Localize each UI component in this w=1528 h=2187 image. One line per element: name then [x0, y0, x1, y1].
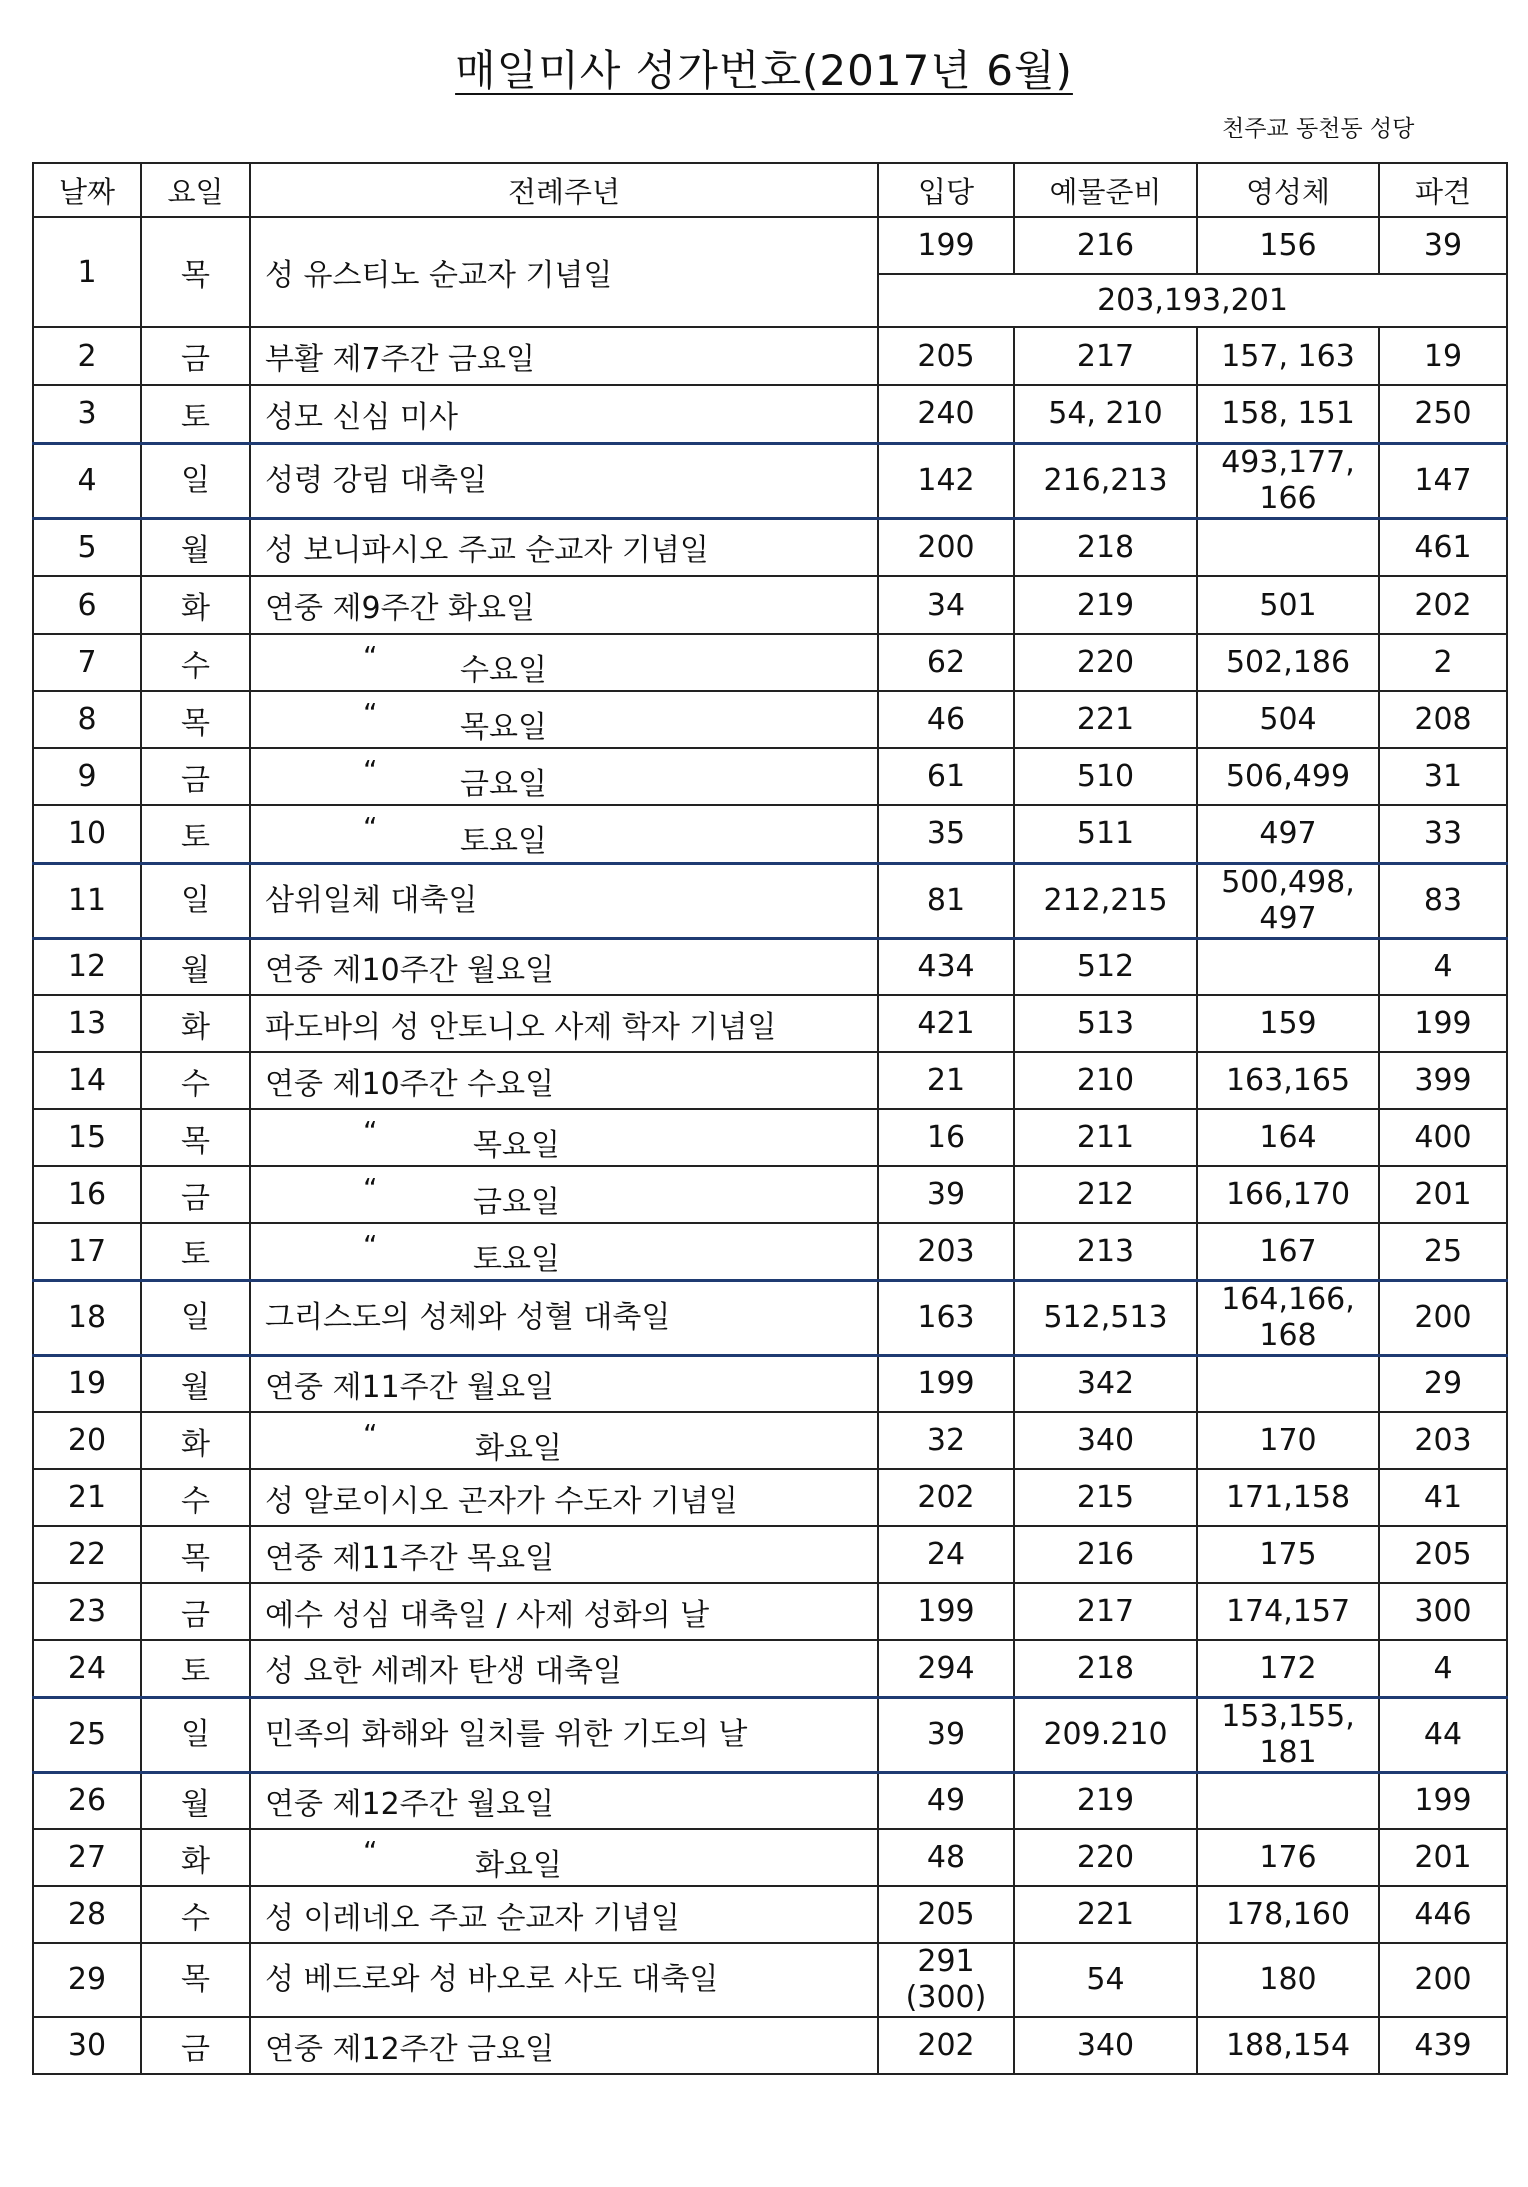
date-cell: 2 — [33, 327, 141, 385]
date-cell: 26 — [33, 1772, 141, 1829]
ditto-mark: “ — [363, 697, 378, 730]
date-cell: 28 — [33, 1886, 141, 1943]
day-cell: 월 — [141, 1355, 250, 1412]
dismissal-cell: 439 — [1379, 2017, 1507, 2074]
table-row — [33, 443, 1507, 518]
feast-ditto-group — [265, 750, 877, 803]
feast-weekday-label: 목요일 — [473, 1128, 560, 1163]
feast-ditto-group — [265, 1414, 877, 1467]
communion-cell: 504 — [1197, 691, 1379, 748]
entrance-cell: 163 — [878, 1280, 1014, 1355]
offertory-cell: 219 — [1014, 576, 1197, 634]
entrance-cell: 24 — [878, 1526, 1014, 1583]
dismissal-cell: 33 — [1379, 805, 1507, 863]
dismissal-cell: 4 — [1379, 1640, 1507, 1697]
day-cell: 목 — [141, 1526, 250, 1583]
day-cell: 화 — [141, 576, 250, 634]
communion-cell: 172 — [1197, 1640, 1379, 1697]
table-row — [33, 1052, 1507, 1109]
day-cell: 화 — [141, 995, 250, 1052]
dismissal-cell: 147 — [1379, 443, 1507, 518]
day-cell: 토 — [141, 1223, 250, 1280]
offertory-cell: 211 — [1014, 1109, 1197, 1166]
table-row — [33, 1355, 1507, 1412]
entrance-cell: 142 — [878, 443, 1014, 518]
date-cell: 30 — [33, 2017, 141, 2074]
table-row — [33, 1772, 1507, 1829]
day-cell: 일 — [141, 443, 250, 518]
communion-cell: 500,498, 497 — [1197, 863, 1379, 938]
dismissal-cell: 4 — [1379, 938, 1507, 995]
parish-name: 천주교 동천동 성당 — [1222, 116, 1415, 142]
communion-cell: 171,158 — [1197, 1469, 1379, 1526]
feast-weekday-label: 화요일 — [475, 1431, 562, 1466]
feast-ditto-group — [265, 636, 877, 689]
date-cell: 11 — [33, 863, 141, 938]
offertory-cell: 209.210 — [1014, 1697, 1197, 1772]
dismissal-cell: 199 — [1379, 1772, 1507, 1829]
communion-cell: 493,177, 166 — [1197, 443, 1379, 518]
feast-cell — [250, 805, 878, 863]
col-header-dismissal: 파견 — [1379, 163, 1507, 217]
feast-cell: 연중 제9주간 화요일 — [250, 576, 878, 634]
table-row — [33, 385, 1507, 443]
feast-cell: 연중 제12주간 월요일 — [250, 1772, 878, 1829]
dismissal-cell: 200 — [1379, 1280, 1507, 1355]
communion-cell: 167 — [1197, 1223, 1379, 1280]
table-row — [33, 217, 1507, 274]
day-cell: 일 — [141, 1697, 250, 1772]
feast-cell: 연중 제10주간 월요일 — [250, 938, 878, 995]
offertory-cell: 215 — [1014, 1469, 1197, 1526]
date-cell: 25 — [33, 1697, 141, 1772]
table-row — [33, 1166, 1507, 1223]
date-cell: 15 — [33, 1109, 141, 1166]
col-header-communion: 영성체 — [1197, 163, 1379, 217]
day-cell: 목 — [141, 1943, 250, 2017]
table-row — [33, 1943, 1507, 2017]
ditto-mark: “ — [363, 1835, 378, 1868]
day-cell: 금 — [141, 327, 250, 385]
dismissal-cell: 203 — [1379, 1412, 1507, 1469]
entrance-cell: 48 — [878, 1829, 1014, 1886]
dismissal-cell: 199 — [1379, 995, 1507, 1052]
date-cell: 19 — [33, 1355, 141, 1412]
table-row — [33, 1886, 1507, 1943]
ditto-mark: “ — [363, 810, 378, 844]
day-cell: 금 — [141, 748, 250, 805]
header-row — [33, 163, 1507, 217]
day-cell: 화 — [141, 1829, 250, 1886]
entrance-cell: 81 — [878, 863, 1014, 938]
hymn-schedule-table — [32, 162, 1508, 2075]
communion-cell: 156 — [1197, 217, 1379, 274]
day-cell: 수 — [141, 1052, 250, 1109]
table-row — [33, 1697, 1507, 1772]
date-cell: 18 — [33, 1280, 141, 1355]
day-cell: 수 — [141, 634, 250, 691]
offertory-cell: 513 — [1014, 995, 1197, 1052]
offertory-cell: 340 — [1014, 2017, 1197, 2074]
dismissal-cell: 200 — [1379, 1943, 1507, 2017]
communion-cell: 170 — [1197, 1412, 1379, 1469]
communion-cell: 174,157 — [1197, 1583, 1379, 1640]
date-cell: 20 — [33, 1412, 141, 1469]
ditto-mark: “ — [363, 1172, 378, 1205]
feast-weekday-label: 토요일 — [473, 1241, 560, 1277]
offertory-cell: 54, 210 — [1014, 385, 1197, 443]
day-cell: 목 — [141, 691, 250, 748]
feast-cell: 파도바의 성 안토니오 사제 학자 기념일 — [250, 995, 878, 1052]
offertory-cell: 218 — [1014, 518, 1197, 576]
dismissal-cell: 19 — [1379, 327, 1507, 385]
offertory-cell: 219 — [1014, 1772, 1197, 1829]
entrance-cell: 199 — [878, 217, 1014, 274]
dismissal-cell: 250 — [1379, 385, 1507, 443]
table-row — [33, 1583, 1507, 1640]
communion-cell: 164,166, 168 — [1197, 1280, 1379, 1355]
feast-cell — [250, 748, 878, 805]
communion-cell — [1197, 1772, 1379, 1829]
table-row — [33, 518, 1507, 576]
extra-hymns-cell: 203,193,201 — [878, 274, 1507, 327]
feast-weekday-label: 화요일 — [475, 1848, 562, 1883]
feast-ditto-group — [265, 693, 877, 746]
offertory-cell: 217 — [1014, 1583, 1197, 1640]
communion-cell: 157, 163 — [1197, 327, 1379, 385]
dismissal-cell: 201 — [1379, 1829, 1507, 1886]
feast-weekday-label: 수요일 — [460, 653, 547, 688]
communion-cell: 501 — [1197, 576, 1379, 634]
offertory-cell: 218 — [1014, 1640, 1197, 1697]
feast-ditto-group — [265, 807, 877, 861]
offertory-cell: 221 — [1014, 1886, 1197, 1943]
entrance-cell: 49 — [878, 1772, 1014, 1829]
col-header-day: 요일 — [141, 163, 250, 217]
table-row — [33, 1469, 1507, 1526]
table-row — [33, 1829, 1507, 1886]
day-cell: 월 — [141, 1772, 250, 1829]
entrance-cell: 203 — [878, 1223, 1014, 1280]
date-cell: 6 — [33, 576, 141, 634]
date-cell: 5 — [33, 518, 141, 576]
feast-cell: 삼위일체 대축일 — [250, 863, 878, 938]
communion-cell — [1197, 1355, 1379, 1412]
date-cell: 21 — [33, 1469, 141, 1526]
col-header-entrance: 입당 — [878, 163, 1014, 217]
offertory-cell: 212 — [1014, 1166, 1197, 1223]
feast-cell: 성 이레네오 주교 순교자 기념일 — [250, 1886, 878, 1943]
day-cell: 토 — [141, 385, 250, 443]
offertory-cell: 217 — [1014, 327, 1197, 385]
day-cell: 토 — [141, 1640, 250, 1697]
dismissal-cell: 83 — [1379, 863, 1507, 938]
entrance-cell: 35 — [878, 805, 1014, 863]
entrance-cell: 62 — [878, 634, 1014, 691]
dismissal-cell: 41 — [1379, 1469, 1507, 1526]
dismissal-cell: 25 — [1379, 1223, 1507, 1280]
table-row — [33, 1280, 1507, 1355]
day-cell: 목 — [141, 217, 250, 327]
entrance-cell: 39 — [878, 1697, 1014, 1772]
feast-weekday-label: 금요일 — [473, 1185, 560, 1220]
col-header-feast: 전례주년 — [250, 163, 878, 217]
feast-cell — [250, 1109, 878, 1166]
table-row — [33, 2017, 1507, 2074]
offertory-cell: 340 — [1014, 1412, 1197, 1469]
page-title: 매일미사 성가번호(2017년 6월) — [455, 46, 1073, 95]
table-row — [33, 863, 1507, 938]
feast-cell: 예수 성심 대축일 / 사제 성화의 날 — [250, 1583, 878, 1640]
communion-cell: 164 — [1197, 1109, 1379, 1166]
communion-cell: 502,186 — [1197, 634, 1379, 691]
feast-weekday-label: 금요일 — [460, 767, 547, 802]
day-cell: 수 — [141, 1469, 250, 1526]
offertory-cell: 511 — [1014, 805, 1197, 863]
feast-ditto-group — [265, 1225, 877, 1278]
date-cell: 1 — [33, 217, 141, 327]
table-row — [33, 1109, 1507, 1166]
offertory-cell: 216 — [1014, 1526, 1197, 1583]
communion-cell — [1197, 518, 1379, 576]
offertory-cell: 213 — [1014, 1223, 1197, 1280]
feast-cell: 성 베드로와 성 바오로 사도 대축일 — [250, 1943, 878, 2017]
dismissal-cell: 201 — [1379, 1166, 1507, 1223]
offertory-cell: 510 — [1014, 748, 1197, 805]
date-cell: 12 — [33, 938, 141, 995]
feast-cell: 연중 제11주간 목요일 — [250, 1526, 878, 1583]
date-cell: 17 — [33, 1223, 141, 1280]
offertory-cell: 210 — [1014, 1052, 1197, 1109]
feast-cell — [250, 691, 878, 748]
offertory-cell: 342 — [1014, 1355, 1197, 1412]
day-cell: 금 — [141, 2017, 250, 2074]
entrance-cell: 421 — [878, 995, 1014, 1052]
day-cell: 목 — [141, 1109, 250, 1166]
offertory-cell: 220 — [1014, 634, 1197, 691]
date-cell: 8 — [33, 691, 141, 748]
entrance-cell: 205 — [878, 327, 1014, 385]
feast-cell: 부활 제7주간 금요일 — [250, 327, 878, 385]
feast-cell — [250, 1829, 878, 1886]
offertory-cell: 216,213 — [1014, 443, 1197, 518]
dismissal-cell: 31 — [1379, 748, 1507, 805]
communion-cell — [1197, 938, 1379, 995]
feast-weekday-label: 토요일 — [460, 823, 547, 859]
day-cell: 일 — [141, 1280, 250, 1355]
offertory-cell: 512,513 — [1014, 1280, 1197, 1355]
date-cell: 9 — [33, 748, 141, 805]
communion-cell: 497 — [1197, 805, 1379, 863]
date-cell: 24 — [33, 1640, 141, 1697]
communion-cell: 166,170 — [1197, 1166, 1379, 1223]
table-row — [33, 1640, 1507, 1697]
offertory-cell: 220 — [1014, 1829, 1197, 1886]
dismissal-cell: 208 — [1379, 691, 1507, 748]
entrance-cell: 46 — [878, 691, 1014, 748]
feast-cell: 성모 신심 미사 — [250, 385, 878, 443]
feast-cell — [250, 1166, 878, 1223]
day-cell: 수 — [141, 1886, 250, 1943]
date-cell: 27 — [33, 1829, 141, 1886]
feast-cell — [250, 1412, 878, 1469]
offertory-cell: 221 — [1014, 691, 1197, 748]
dismissal-cell: 2 — [1379, 634, 1507, 691]
entrance-cell: 200 — [878, 518, 1014, 576]
table-row — [33, 805, 1507, 863]
ditto-mark: “ — [363, 1418, 378, 1451]
table-row — [33, 748, 1507, 805]
date-cell: 4 — [33, 443, 141, 518]
dismissal-cell: 461 — [1379, 518, 1507, 576]
feast-ditto-group — [265, 1168, 877, 1221]
feast-cell: 성 보니파시오 주교 순교자 기념일 — [250, 518, 878, 576]
table-row — [33, 1223, 1507, 1280]
ditto-mark: “ — [363, 754, 378, 787]
date-cell: 13 — [33, 995, 141, 1052]
entrance-cell: 61 — [878, 748, 1014, 805]
table-row — [33, 576, 1507, 634]
date-cell: 22 — [33, 1526, 141, 1583]
dismissal-cell: 44 — [1379, 1697, 1507, 1772]
date-cell: 16 — [33, 1166, 141, 1223]
feast-cell: 성령 강림 대축일 — [250, 443, 878, 518]
table-row — [33, 327, 1507, 385]
date-cell: 23 — [33, 1583, 141, 1640]
communion-cell: 178,160 — [1197, 1886, 1379, 1943]
offertory-cell: 54 — [1014, 1943, 1197, 2017]
date-cell: 10 — [33, 805, 141, 863]
col-header-offertory: 예물준비 — [1014, 163, 1197, 217]
day-cell: 일 — [141, 863, 250, 938]
day-cell: 월 — [141, 938, 250, 995]
feast-cell: 연중 제11주간 월요일 — [250, 1355, 878, 1412]
communion-cell: 176 — [1197, 1829, 1379, 1886]
entrance-cell: 240 — [878, 385, 1014, 443]
feast-weekday-label: 목요일 — [460, 710, 547, 745]
entrance-cell: 16 — [878, 1109, 1014, 1166]
communion-cell: 153,155, 181 — [1197, 1697, 1379, 1772]
entrance-cell: 202 — [878, 1469, 1014, 1526]
date-cell: 14 — [33, 1052, 141, 1109]
entrance-cell: 291 (300) — [878, 1943, 1014, 2017]
ditto-mark: “ — [363, 1228, 378, 1262]
entrance-cell: 434 — [878, 938, 1014, 995]
entrance-cell: 199 — [878, 1583, 1014, 1640]
entrance-cell: 205 — [878, 1886, 1014, 1943]
feast-cell — [250, 1223, 878, 1280]
date-cell: 29 — [33, 1943, 141, 2017]
ditto-mark: “ — [363, 1115, 378, 1148]
offertory-cell: 512 — [1014, 938, 1197, 995]
date-cell: 7 — [33, 634, 141, 691]
feast-ditto-group — [265, 1111, 877, 1164]
feast-cell — [250, 634, 878, 691]
day-cell: 월 — [141, 518, 250, 576]
entrance-cell: 34 — [878, 576, 1014, 634]
communion-cell: 175 — [1197, 1526, 1379, 1583]
table-row — [33, 691, 1507, 748]
table-row — [33, 938, 1507, 995]
feast-cell: 성 요한 세례자 탄생 대축일 — [250, 1640, 878, 1697]
col-header-date: 날짜 — [33, 163, 141, 217]
communion-cell: 158, 151 — [1197, 385, 1379, 443]
feast-cell: 연중 제12주간 금요일 — [250, 2017, 878, 2074]
table-row — [33, 634, 1507, 691]
feast-ditto-group — [265, 1831, 877, 1884]
dismissal-cell: 29 — [1379, 1355, 1507, 1412]
ditto-mark: “ — [363, 640, 378, 673]
feast-cell: 그리스도의 성체와 성혈 대축일 — [250, 1280, 878, 1355]
offertory-cell: 212,215 — [1014, 863, 1197, 938]
communion-cell: 163,165 — [1197, 1052, 1379, 1109]
date-cell: 3 — [33, 385, 141, 443]
entrance-cell: 294 — [878, 1640, 1014, 1697]
dismissal-cell: 39 — [1379, 217, 1507, 274]
communion-cell: 188,154 — [1197, 2017, 1379, 2074]
entrance-cell: 199 — [878, 1355, 1014, 1412]
communion-cell: 159 — [1197, 995, 1379, 1052]
entrance-cell: 202 — [878, 2017, 1014, 2074]
table-row — [33, 1412, 1507, 1469]
day-cell: 토 — [141, 805, 250, 863]
day-cell: 금 — [141, 1583, 250, 1640]
communion-cell: 506,499 — [1197, 748, 1379, 805]
entrance-cell: 21 — [878, 1052, 1014, 1109]
communion-cell: 180 — [1197, 1943, 1379, 2017]
offertory-cell: 216 — [1014, 217, 1197, 274]
feast-cell: 연중 제10주간 수요일 — [250, 1052, 878, 1109]
dismissal-cell: 300 — [1379, 1583, 1507, 1640]
dismissal-cell: 205 — [1379, 1526, 1507, 1583]
dismissal-cell: 446 — [1379, 1886, 1507, 1943]
day-cell: 화 — [141, 1412, 250, 1469]
feast-cell: 민족의 화해와 일치를 위한 기도의 날 — [250, 1697, 878, 1772]
table-row — [33, 995, 1507, 1052]
entrance-cell: 32 — [878, 1412, 1014, 1469]
dismissal-cell: 399 — [1379, 1052, 1507, 1109]
feast-cell: 성 유스티노 순교자 기념일 — [250, 217, 878, 327]
table-row — [33, 1526, 1507, 1583]
feast-cell: 성 알로이시오 곤자가 수도자 기념일 — [250, 1469, 878, 1526]
dismissal-cell: 400 — [1379, 1109, 1507, 1166]
day-cell: 금 — [141, 1166, 250, 1223]
dismissal-cell: 202 — [1379, 576, 1507, 634]
entrance-cell: 39 — [878, 1166, 1014, 1223]
